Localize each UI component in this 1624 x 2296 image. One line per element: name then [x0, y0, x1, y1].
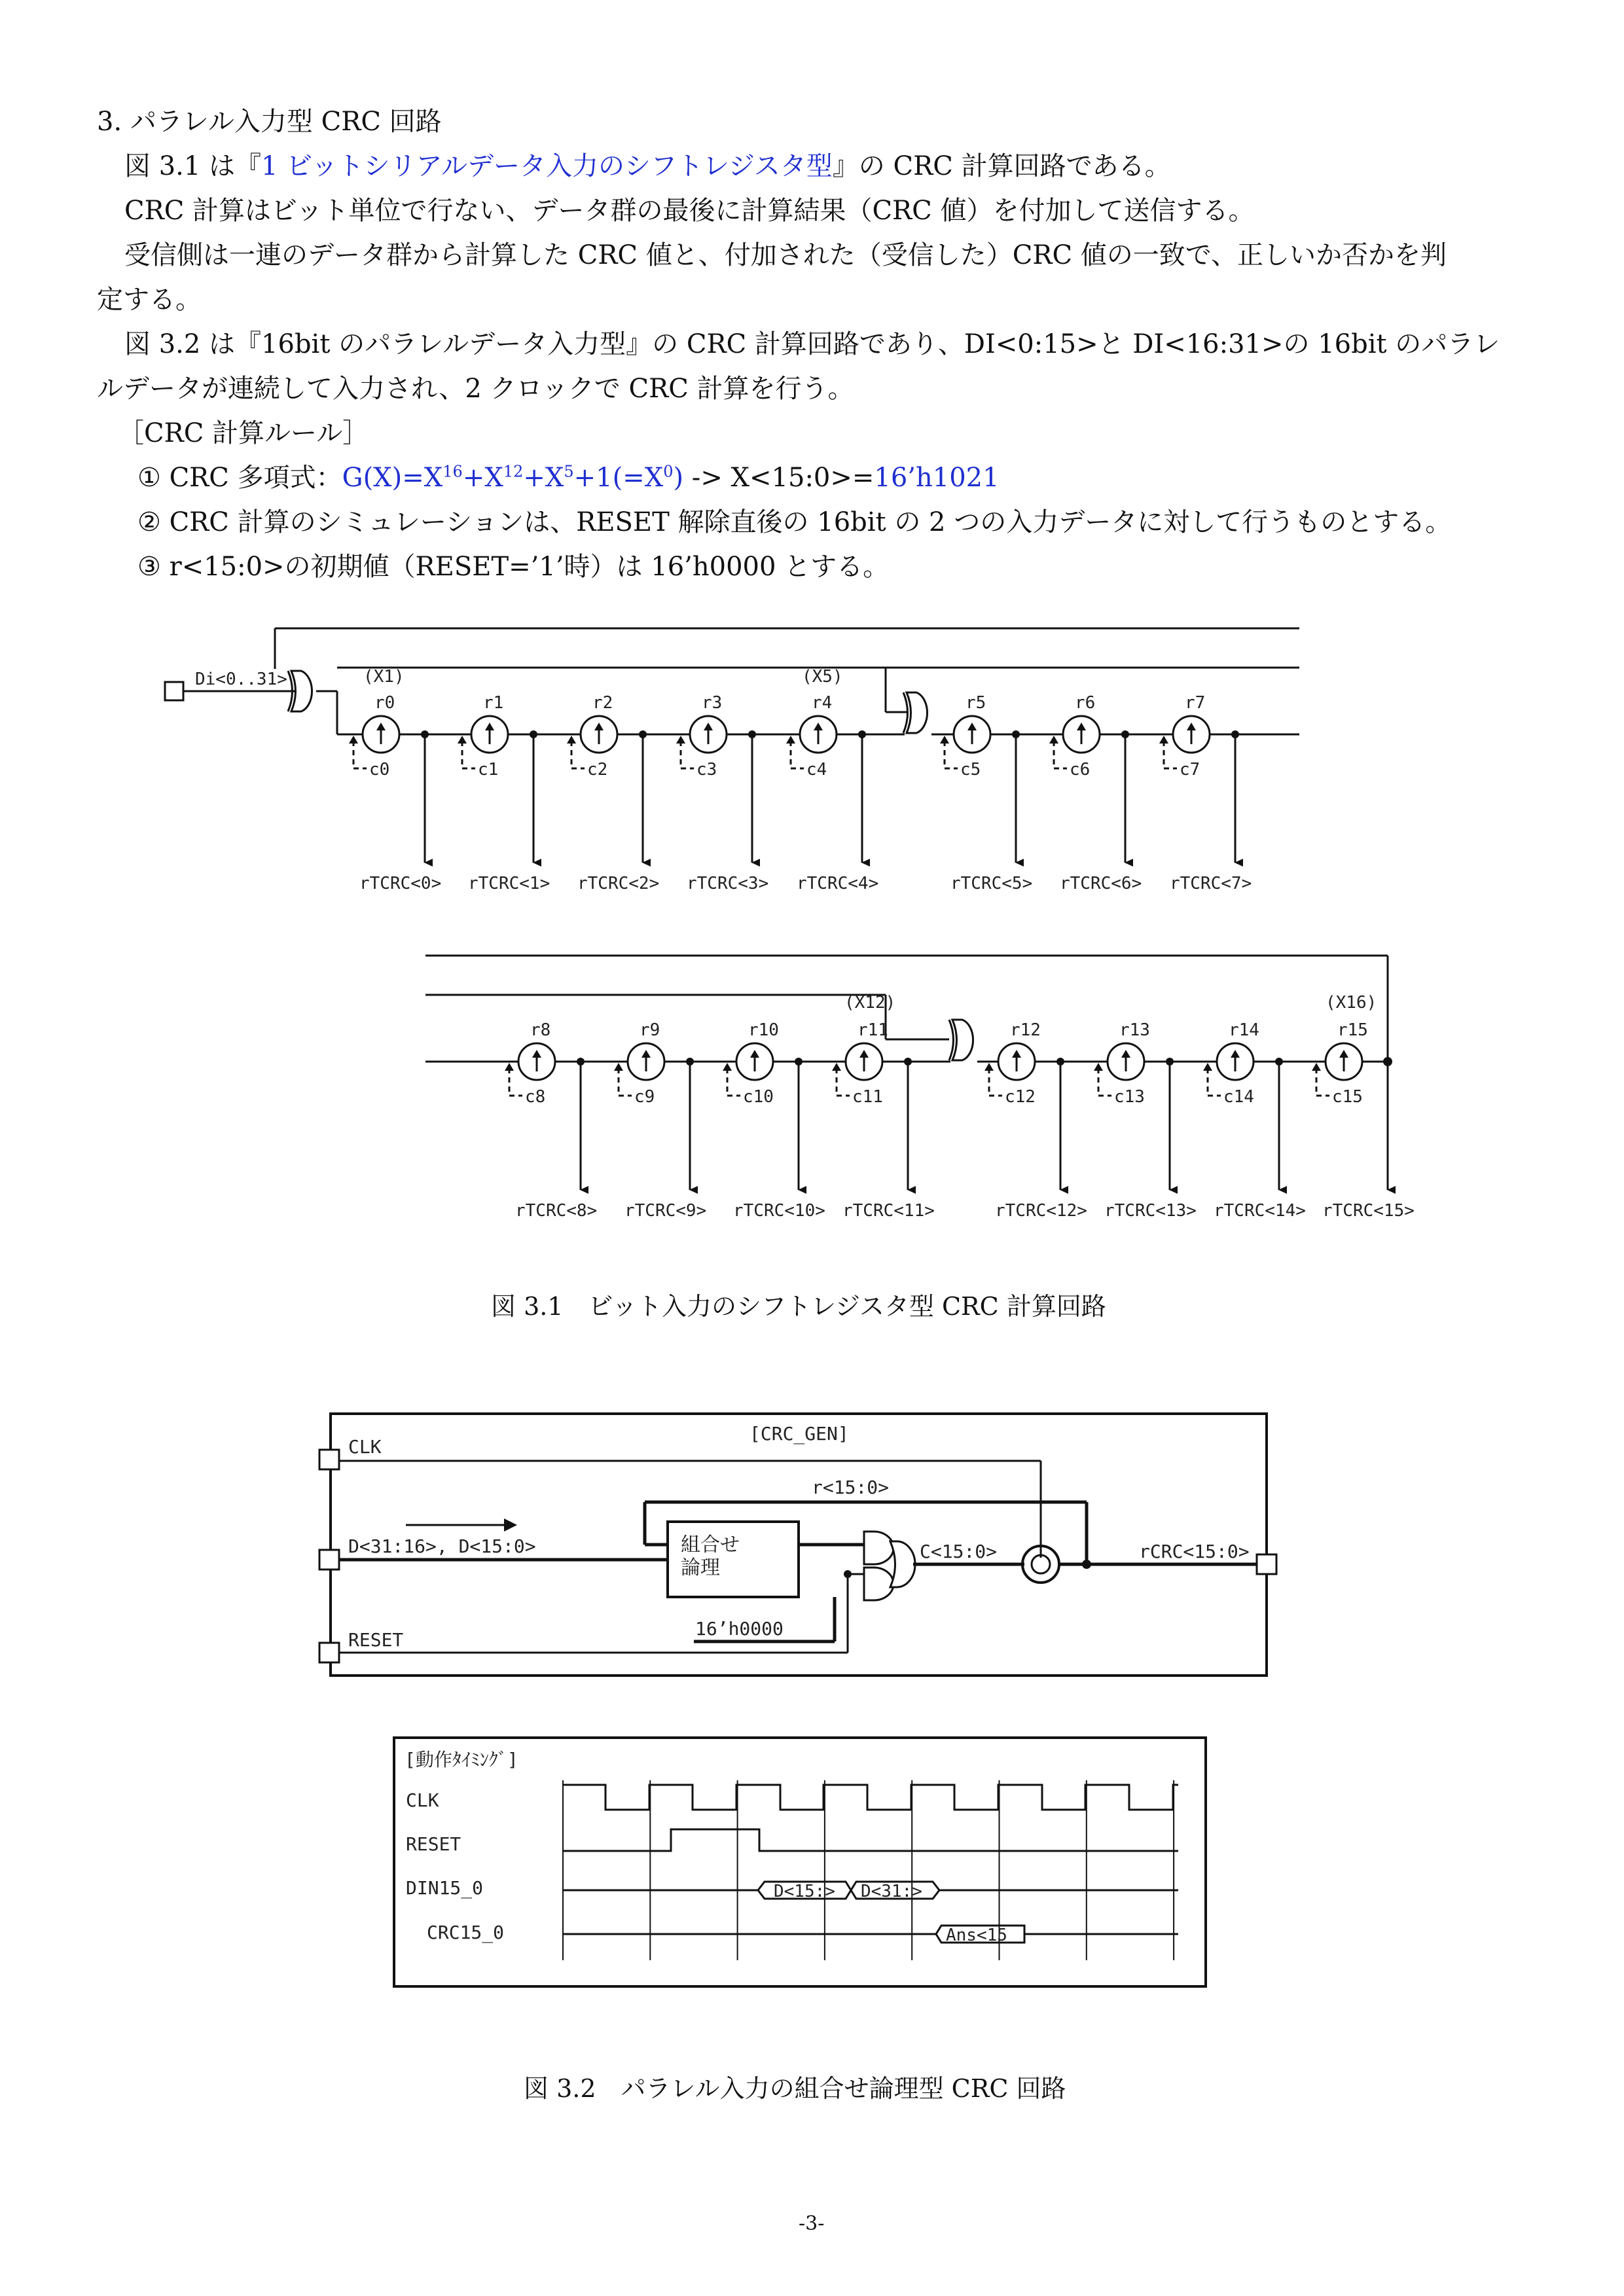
clock-line: [989, 1068, 1002, 1096]
register-name: r6: [1075, 693, 1096, 713]
clock-line: [681, 741, 694, 768]
output-label: rTCRC<1>: [468, 874, 550, 893]
register-name: r4: [812, 693, 833, 713]
poly-part: +X: [462, 463, 503, 493]
clock-name: c0: [369, 760, 390, 780]
rule-2: ② CRC 計算のシミュレーションは、RESET 解除直後の 16bit の 2 つの入力データに対して行うものとする。: [137, 507, 1452, 537]
output-label: rTCRC<4>: [797, 874, 879, 893]
arrow-head-icon: [1049, 736, 1058, 744]
output-label: rTCRC<10>: [733, 1201, 825, 1221]
rule-1-prefix: ① CRC 多項式：: [137, 463, 342, 493]
rule-1-hex: 16’h1021: [874, 463, 1000, 493]
clock-name: c3: [696, 760, 717, 780]
figure-3-2-block-diagram: [0, 1401, 1624, 1689]
paragraph-1-start: 図 3.1 は『: [124, 151, 262, 181]
clock-name: c1: [478, 760, 499, 780]
input-label: Di<0..31>: [195, 670, 287, 689]
clock-name: c12: [1005, 1087, 1036, 1107]
c-bus-label: C<15:0>: [920, 1541, 998, 1562]
tap-x1: (X1): [363, 667, 405, 687]
feedback-label: r<15:0>: [812, 1477, 890, 1498]
output-label: rTCRC<2>: [577, 874, 660, 893]
or-gate: [890, 1541, 915, 1587]
out-port: [1257, 1554, 1276, 1574]
xor-gate-5: [907, 692, 928, 733]
clock-line: [1208, 1068, 1221, 1096]
reset-port: [319, 1643, 339, 1662]
data-in-label: D<31:16>, D<15:0>: [348, 1535, 536, 1557]
register-name: r3: [702, 693, 723, 713]
init-label: 16’h0000: [695, 1618, 784, 1640]
timing-clk-label: CLK: [406, 1789, 439, 1811]
register-name: r2: [592, 693, 613, 713]
figure-3-2-caption: 図 3.2 パラレル入力の組合せ論理型 CRC 回路: [524, 2074, 1066, 2103]
xor-gate-12-back: [949, 1020, 954, 1060]
output-label: rTCRC<12>: [995, 1201, 1087, 1221]
output-label: rTCRC<0>: [359, 874, 442, 893]
poly-part: +X: [523, 463, 564, 493]
arrow-head-icon: [504, 1518, 517, 1532]
register-name: r11: [857, 1020, 888, 1040]
register-name: r1: [483, 693, 504, 713]
paragraph-4-line-1: 図 3.2 は『16bit のパラレルデータ入力型』の CRC 計算回路であり、DI<0:15>と DI<16:31>の 16bit のパラレ: [124, 329, 1500, 359]
xor-gate-12: [952, 1020, 973, 1060]
clock-name: c13: [1114, 1087, 1145, 1107]
arrow-head-icon: [458, 736, 467, 744]
clock-line: [1316, 1068, 1329, 1096]
clock-name: c11: [852, 1087, 883, 1107]
output-label: rTCRC<14>: [1214, 1201, 1306, 1221]
input-port: [165, 682, 183, 700]
and-gate-bottom: [864, 1568, 893, 1600]
clock-line: [1098, 1068, 1111, 1096]
rule-1-polynomial: [342, 463, 683, 493]
register-name: r14: [1229, 1020, 1259, 1040]
arrow-head-icon: [940, 736, 949, 744]
clock-line: [791, 741, 804, 768]
arrow-head-icon: [676, 736, 685, 744]
poly-exp-5: 5: [564, 462, 574, 481]
tap-x12: (X12): [844, 993, 896, 1013]
paragraph-1-end: 』の CRC 計算回路である。: [832, 151, 1171, 181]
timing-din-label: DIN15_0: [406, 1877, 484, 1899]
paragraph-1-link[interactable]: 1 ビットシリアルデータ入力のシフトレジスタ型: [261, 151, 833, 181]
clock-line: [837, 1068, 850, 1096]
output-label: rTCRC<3>: [687, 874, 769, 893]
arrow-head-icon: [723, 1063, 732, 1071]
arrow-head-icon: [614, 1063, 623, 1071]
poly-exp-16: 16: [442, 462, 463, 481]
register-name: r9: [640, 1020, 660, 1040]
output-label: rTCRC<9>: [624, 1201, 707, 1221]
page-number: -3-: [799, 2212, 825, 2235]
register-name: r8: [530, 1020, 551, 1040]
logic-label-1: 組合せ: [681, 1534, 740, 1556]
register-name: r15: [1337, 1020, 1368, 1040]
clock-line: [619, 1068, 632, 1096]
rule-title: ［CRC 計算ルール］: [118, 418, 369, 448]
paragraph-4-line-2: ルデータが連続して入力され、2 クロックで CRC 計算を行う。: [97, 374, 854, 404]
register-name: r13: [1119, 1020, 1150, 1040]
paragraph-1: [124, 148, 1171, 185]
arrow-head-icon: [984, 1063, 994, 1071]
register-name: r7: [1185, 693, 1206, 713]
clock-line: [727, 1068, 740, 1096]
output-label: rTCRC<5>: [950, 874, 1033, 893]
poly-part: ): [673, 463, 684, 493]
crc-ans-label: Ans<15: [946, 1926, 1007, 1945]
din-d31-label: D<31:>: [861, 1882, 922, 1901]
register-name: r10: [748, 1020, 779, 1040]
register-name: r5: [965, 693, 986, 713]
clock-line: [1054, 741, 1067, 768]
output-label: rTCRC<6>: [1060, 874, 1142, 893]
row2-registers: [505, 1020, 1415, 1221]
output-label: rTCRC<8>: [515, 1201, 598, 1221]
rule-3: ③ r<15:0>の初期値（RESET=’1’時）は 16’h0000 とする。: [137, 552, 890, 582]
output-label: rTCRC<13>: [1104, 1201, 1197, 1221]
arrow-head-icon: [1159, 736, 1168, 744]
paragraph-3-line-1: 受信側は一連のデータ群から計算した CRC 値と、付加された（受信した）CRC 値の一致で、正しいか否かを判: [124, 240, 1447, 270]
poly-exp-12: 12: [503, 462, 524, 481]
arrow-head-icon: [832, 1063, 841, 1071]
clock-name: c7: [1180, 760, 1200, 780]
timing-diagram: [0, 1721, 1624, 1996]
figure-3-1-caption: 図 3.1 ビット入力のシフトレジスタ型 CRC 計算回路: [491, 1292, 1106, 1321]
poly-part: G(X)=X: [342, 463, 443, 493]
figure-3-1-diagram: [0, 609, 1624, 1263]
register-name: r0: [374, 693, 395, 713]
output-label: rTCRC<7>: [1170, 874, 1252, 893]
row1-registers: [349, 693, 1252, 893]
clock-name: c14: [1223, 1087, 1254, 1107]
clock-name: c10: [743, 1087, 774, 1107]
arrow-head-icon: [567, 736, 576, 744]
arrow-head-icon: [1094, 1063, 1103, 1071]
tap-x5: (X5): [802, 667, 843, 687]
clock-line: [462, 741, 475, 768]
clk-port: [319, 1450, 339, 1469]
clock-name: c8: [525, 1087, 546, 1107]
arrow-head-icon: [1312, 1063, 1321, 1071]
tap-x16: (X16): [1326, 993, 1377, 1013]
din-d15-label: D<15:>: [774, 1882, 835, 1901]
out-label: rCRC<15:0>: [1139, 1541, 1250, 1562]
clock-name: c9: [634, 1087, 655, 1107]
data-port: [319, 1550, 339, 1570]
crc-gen-label: [CRC_GEN]: [749, 1423, 849, 1444]
clock-name: c6: [1070, 760, 1091, 780]
rule-1-arrow: -> X<15:0>=: [683, 463, 875, 493]
reset-label: RESET: [348, 1629, 404, 1651]
register-name: r12: [1010, 1020, 1041, 1040]
arrow-head-icon: [349, 736, 358, 744]
clock-name: c5: [960, 760, 981, 780]
arrow-head-icon: [505, 1063, 514, 1071]
register-inner: [1032, 1555, 1050, 1573]
timing-box: [394, 1738, 1206, 1986]
timing-title: [動作ﾀｲﾐﾝｸﾞ]: [405, 1749, 518, 1770]
clk-waveform: [563, 1785, 1178, 1810]
clock-name: c15: [1332, 1087, 1363, 1107]
paragraph-2: CRC 計算はビット単位で行ない、データ群の最後に計算結果（CRC 値）を付加して送信する。: [124, 196, 1255, 226]
clock-line: [945, 741, 958, 768]
arrow-head-icon: [1203, 1063, 1212, 1071]
clk-label: CLK: [348, 1436, 382, 1458]
arrow-head-icon: [786, 736, 795, 744]
timing-reset-label: RESET: [406, 1833, 461, 1855]
output-label: rTCRC<15>: [1322, 1201, 1415, 1221]
output-label: rTCRC<11>: [842, 1201, 935, 1221]
timing-crc-label: CRC15_0: [427, 1922, 505, 1943]
poly-exp-0: 0: [663, 462, 674, 481]
clock-line: [509, 1068, 522, 1096]
paragraph-3-line-2: 定する。: [97, 285, 202, 315]
section-heading: 3. パラレル入力型 CRC 回路: [97, 107, 442, 137]
clock-name: c4: [806, 760, 827, 780]
clock-line: [571, 741, 585, 768]
rule-1: [137, 459, 1000, 496]
logic-label-2: 論理: [681, 1556, 720, 1579]
clock-line: [353, 741, 367, 768]
poly-part: +1(=X: [573, 463, 664, 493]
clock-line: [1164, 741, 1177, 768]
clock-name: c2: [587, 760, 608, 780]
and-gate-top: [864, 1532, 893, 1564]
